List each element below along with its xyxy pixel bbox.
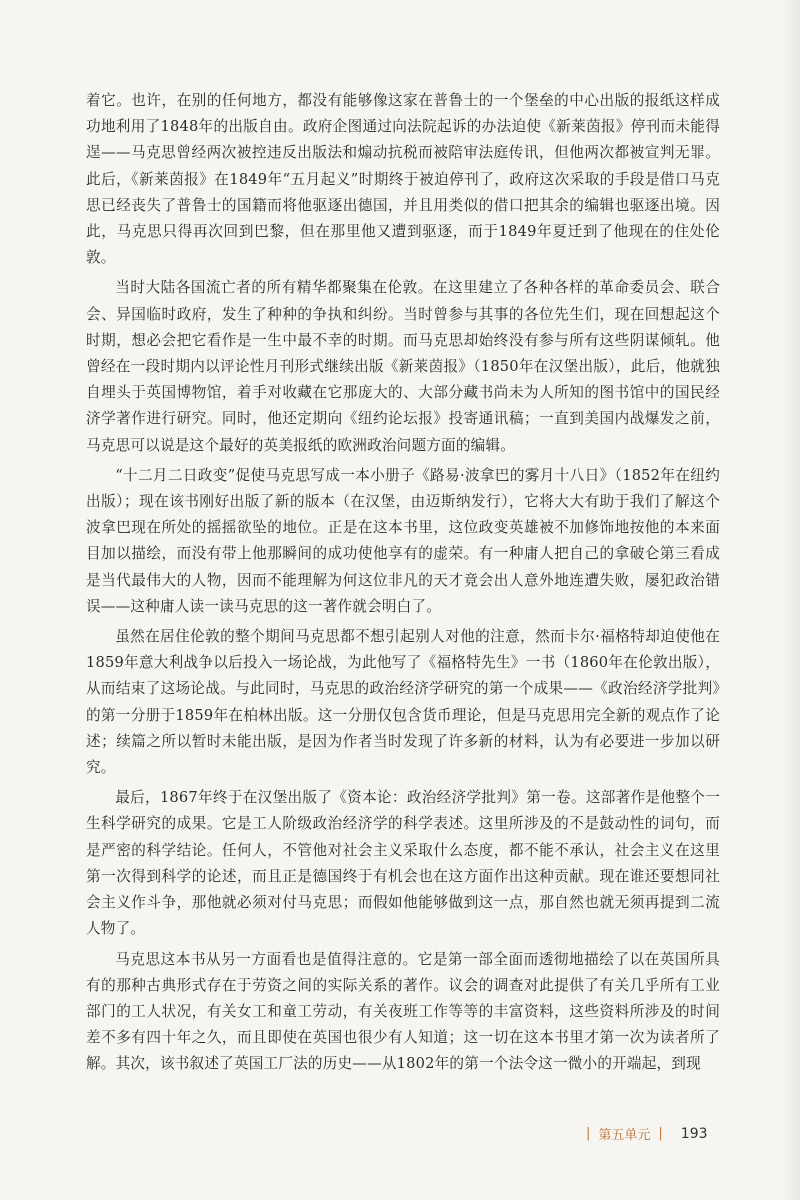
paragraph-3: “十二月二日政变”促使马克思写成一本小册子《路易·波拿巴的雾月十八日》（1852年在纽约出版）；现在该书刚好出版了新的版本（在汉堡，由迈斯纳发行），它将大大有助于我们了解这个波拿巴现在所处的摇摇欲坠的地位。正是在这本书里，这位政变英雄被不加修饰地按他的本来面目加以描绘，而没有带上他那瞬间的成功使他享有的虚荣。有一种庸人把自己的拿破仑第三看成是当代最伟大的人物，因而不能理解为何这位非凡的天才竟会出人意外地连遭失败，屡犯政治错误——这种庸人读一读马克思的这一著作就会明白了。 [86,466,720,615]
paragraph-4: 虽然在居住伦敦的整个期间马克思都不想引起别人对他的注意，然而卡尔·福格特却迫使他在1859年意大利战争以后投入一场论战，为此他写了《福格特先生》一书（1860年在伦敦出版），从而结束了这场论战。与此同时，马克思的政治经济学研究的第一个成果——《政治经济学批判》的第一分册于1859年在柏林出版。这一分册仅包含货币理论，但是马克思用完全新的观点作了论述；续篇之所以暂时未能出版，是因为作者当时发现了许多新的材料，认为有必要进一步加以研究。 [86,628,720,777]
paragraph-2: 当时大陆各国流亡者的所有精华都聚集在伦敦。在这里建立了各种各样的革命委员会、联合会、异国临时政府，发生了种种的争执和纠纷。当时曾参与其事的各位先生们，现在回想起这个时期，想必会把它看作是一生中最不幸的时期。而马克思却始终没有参与所有这些阴谋倾轧。他曾经在一段时期内以评论性月刊形式继续出版《新莱茵报》（1850年在汉堡出版），此后，他就独自埋头于英国博物馆，着手对收藏在它那庞大的、大部分藏书尚未为人所知的图书馆中的国民经济学著作进行研究。同时，他还定期向《纽约论坛报》投寄通讯稿；一直到美国内战爆发之前，马克思可以说是这个最好的英美报纸的欧洲政治问题方面的编辑。 [86,279,720,454]
footer-separator-left: | [586,1126,591,1141]
unit-label: 第五单元 [598,1128,651,1143]
page-edge-shadow [782,0,800,1200]
paragraph-6: 马克思这本书从另一方面看也是值得注意的。它是第一部全面而透彻地描绘了以在英国所具有的那种古典形式存在于劳资之间的实际关系的著作。议会的调查对此提供了有关几乎所有工业部门的工人状况，有关女工和童工劳动，有关夜班工作等等的丰富资料，这些资料所涉及的时间差不多有四十年之久，而且即使在英国也很少有人知道；这一切在这本书里才第一次为读者所了解。其次，该书叙述了英国工厂法的历史——从1802年的第一个法令这一微小的开端起，到现 [86,950,720,1073]
paragraph-5: 最后，1867年终于在汉堡出版了《资本论：政治经济学批判》第一卷。这部著作是他整个一生科学研究的成果。它是工人阶级政治经济学的科学表述。这里所涉及的不是鼓动性的词句，而是严密的科学结论。任何人，不管他对社会主义采取什么态度，都不能不承认，社会主义在这里第一次得到科学的论述，而且正是德国终于有机会也在这方面作出这种贡献。现在谁还要想同社会主义作斗争，那他就必须对付马克思；而假如他能够做到这一点，那自然也就无须再提到二流人物了。 [86,789,720,938]
footer-separator-right: | [658,1126,663,1141]
paragraph-1: 着它。也许，在别的任何地方，都没有能够像这家在普鲁士的一个堡垒的中心出版的报纸这样成功地利用了1848年的出版自由。政府企图通过向法院起诉的办法迫使《新莱茵报》停刊而未能得逞——马克思曾经两次被控违反出版法和煽动抗税而被陪审法庭传讯，但他两次都被宣判无罪。此后，《新莱茵报》在1849年“五月起义”时期终于被迫停刊了，政府这次采取的手段是借口马克思已经丧失了普鲁士的国籍而将他驱逐出德国，并且用类似的借口把其余的编辑也驱逐出境。因此，马克思只得再次回到巴黎，但在那里他又遭到驱逐，而于1849年夏迁到了他现在的住处伦敦。 [86,92,720,267]
page-footer [578,1124,708,1143]
body-text [86,88,720,1082]
page-number: 193 [680,1125,708,1142]
